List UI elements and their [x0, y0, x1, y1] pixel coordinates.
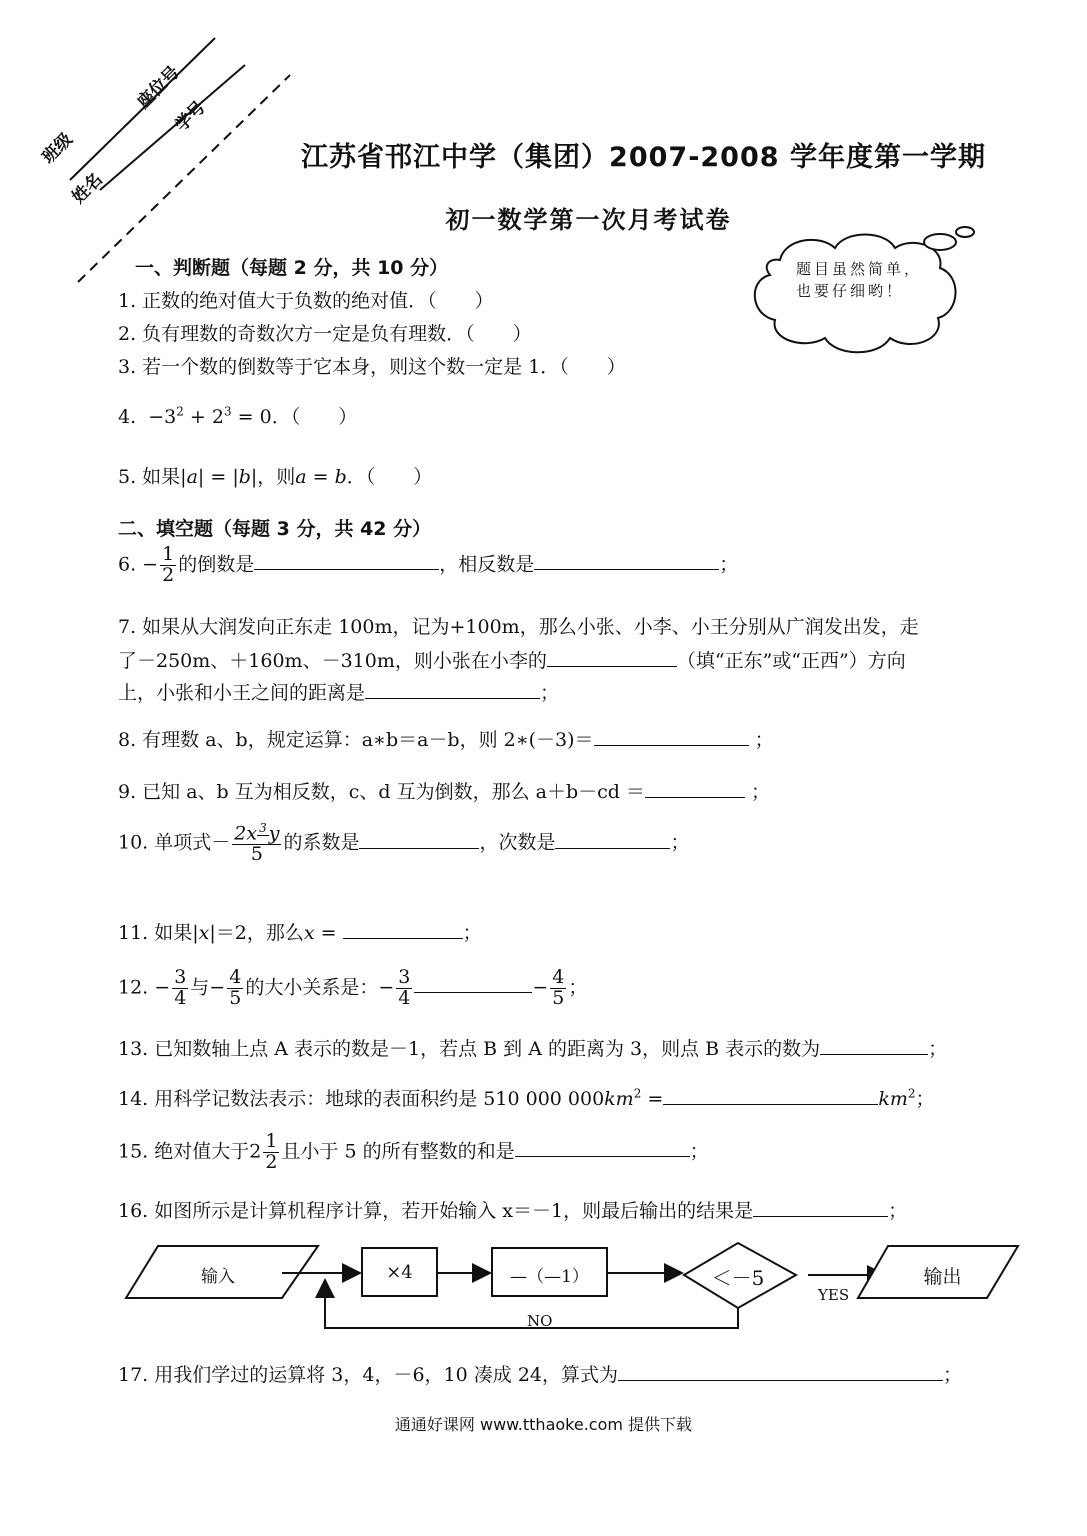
question-14: 14. 用科学记数法表示：地球的表面积约是 510 000 $000km^2 = km^2$；: [118, 1086, 935, 1110]
question-16: 16. 如图所示是计算机程序计算，若开始输入 x＝－1，则最后输出的结果是 ；: [118, 1196, 907, 1223]
q15-answer-blank[interactable]: [515, 1137, 690, 1157]
question-3: 3. 若一个数的倒数等于它本身，则这个数一定是 1．（ ）: [118, 356, 626, 378]
q10-answer-blank-2[interactable]: [555, 829, 670, 849]
flow-multiply-label: ×4: [386, 1262, 413, 1283]
q11-answer-blank[interactable]: [343, 919, 463, 939]
flow-output-label: 输出: [923, 1266, 962, 1288]
question-13: 13. 已知数轴上点 A 表示的数是－1，若点 B 到 A 的距离为 3，则点 B 表示的数为 ；: [118, 1034, 947, 1061]
flow-no-label: NO: [527, 1312, 553, 1330]
q9-answer-blank[interactable]: [645, 778, 745, 798]
q13-answer-blank[interactable]: [820, 1035, 928, 1055]
q14-answer-blank[interactable]: [663, 1085, 878, 1105]
question-4: 4. $-3^2 + 2^3 = 0$．（ ）: [118, 404, 358, 428]
flow-input-label: 输入: [201, 1267, 235, 1287]
section1-heading: 一、判断题（每题 2 分，共 10 分）: [135, 257, 449, 279]
question-2: 2. 负有理数的奇数次方一定是负有理数．（ ）: [118, 323, 532, 345]
seat-field-label: 座位号: [133, 62, 184, 113]
q6-answer-blank-1[interactable]: [254, 550, 439, 570]
name-field-label: 姓名: [68, 169, 107, 208]
flow-condition-label: ＜－5: [711, 1266, 765, 1290]
question-15: 15. 绝对值大于2 $\frac{1}{2}$ 且小于 5 的所有整数的和是 ；: [118, 1130, 709, 1173]
question-6: 6. − $\frac{1}{2}$ 的倒数是 ，相反数是 ；: [118, 543, 739, 586]
question-8: 8. 有理数 a、b，规定运算：a∗b＝a－b，则 2∗(－3)＝ ；: [118, 725, 774, 752]
section2-heading: 二、填空题（每题 3 分，共 42 分）: [118, 518, 432, 540]
question-12: 12. − $\frac{3}{4}$ 与− $\frac{4}{5}$ 的大小关系是：− $\frac{3}{4}$ − $\frac{4}{5}$ ；: [118, 966, 588, 1009]
exam-title: 江苏省邗江中学（集团）2007-2008 学年度第一学期: [301, 142, 986, 173]
q17-answer-blank[interactable]: [618, 1361, 943, 1381]
question-11: 11. 如果|x|＝2，那么x = ；: [118, 918, 482, 945]
q10-answer-blank-1[interactable]: [359, 829, 479, 849]
question-10: 10. 单项式－ $\frac{2x ^3 y}{5}$ 的系数是 ，次数是 ；: [118, 821, 690, 866]
q7-answer-blank-2[interactable]: [365, 679, 540, 699]
q16-answer-blank[interactable]: [753, 1197, 888, 1217]
q8-answer-blank[interactable]: [594, 726, 749, 746]
question-7-line-2: 了－250m、＋160m、－310m，则小张在小李的 （填“正东”或“正西”）方向: [118, 646, 906, 673]
q6-answer-blank-2[interactable]: [534, 550, 719, 570]
q7-answer-blank-1[interactable]: [547, 647, 677, 667]
student-id-field-label: 学号: [171, 97, 210, 136]
flow-yes-label: YES: [818, 1286, 850, 1304]
class-field-label: 班级: [38, 129, 77, 168]
question-17: 17. 用我们学过的运算将 3，4，－6，10 凑成 24，算式为 ；: [118, 1360, 962, 1387]
cloud-note: 题目虽然简单，也要仔细哟！: [796, 260, 923, 300]
question-5: 5. 如果|a| = |b|，则a = b．（ ）: [118, 466, 433, 488]
question-1: 1. 正数的绝对值大于负数的绝对值．（ ）: [118, 290, 494, 312]
exam-subtitle: 初一数学第一次月考试卷: [445, 206, 732, 234]
program-flowchart: [120, 1238, 1030, 1338]
q12-answer-blank[interactable]: [414, 973, 532, 993]
flow-subtract-label: —（—1）: [510, 1267, 589, 1287]
footer-credit: 通通好课网 www.tthaoke.com 提供下载: [394, 1415, 693, 1434]
question-7-line-3: 上，小张和小王之间的距离是 ；: [118, 678, 559, 705]
question-9: 9. 已知 a、b 互为相反数，c、d 互为倒数，那么 a＋b－cd ＝ ；: [118, 777, 770, 804]
question-7-line-1: 7. 如果从大润发向正东走 100m，记为+100m，那么小张、小李、小王分别从广润发出发，走: [118, 616, 919, 638]
